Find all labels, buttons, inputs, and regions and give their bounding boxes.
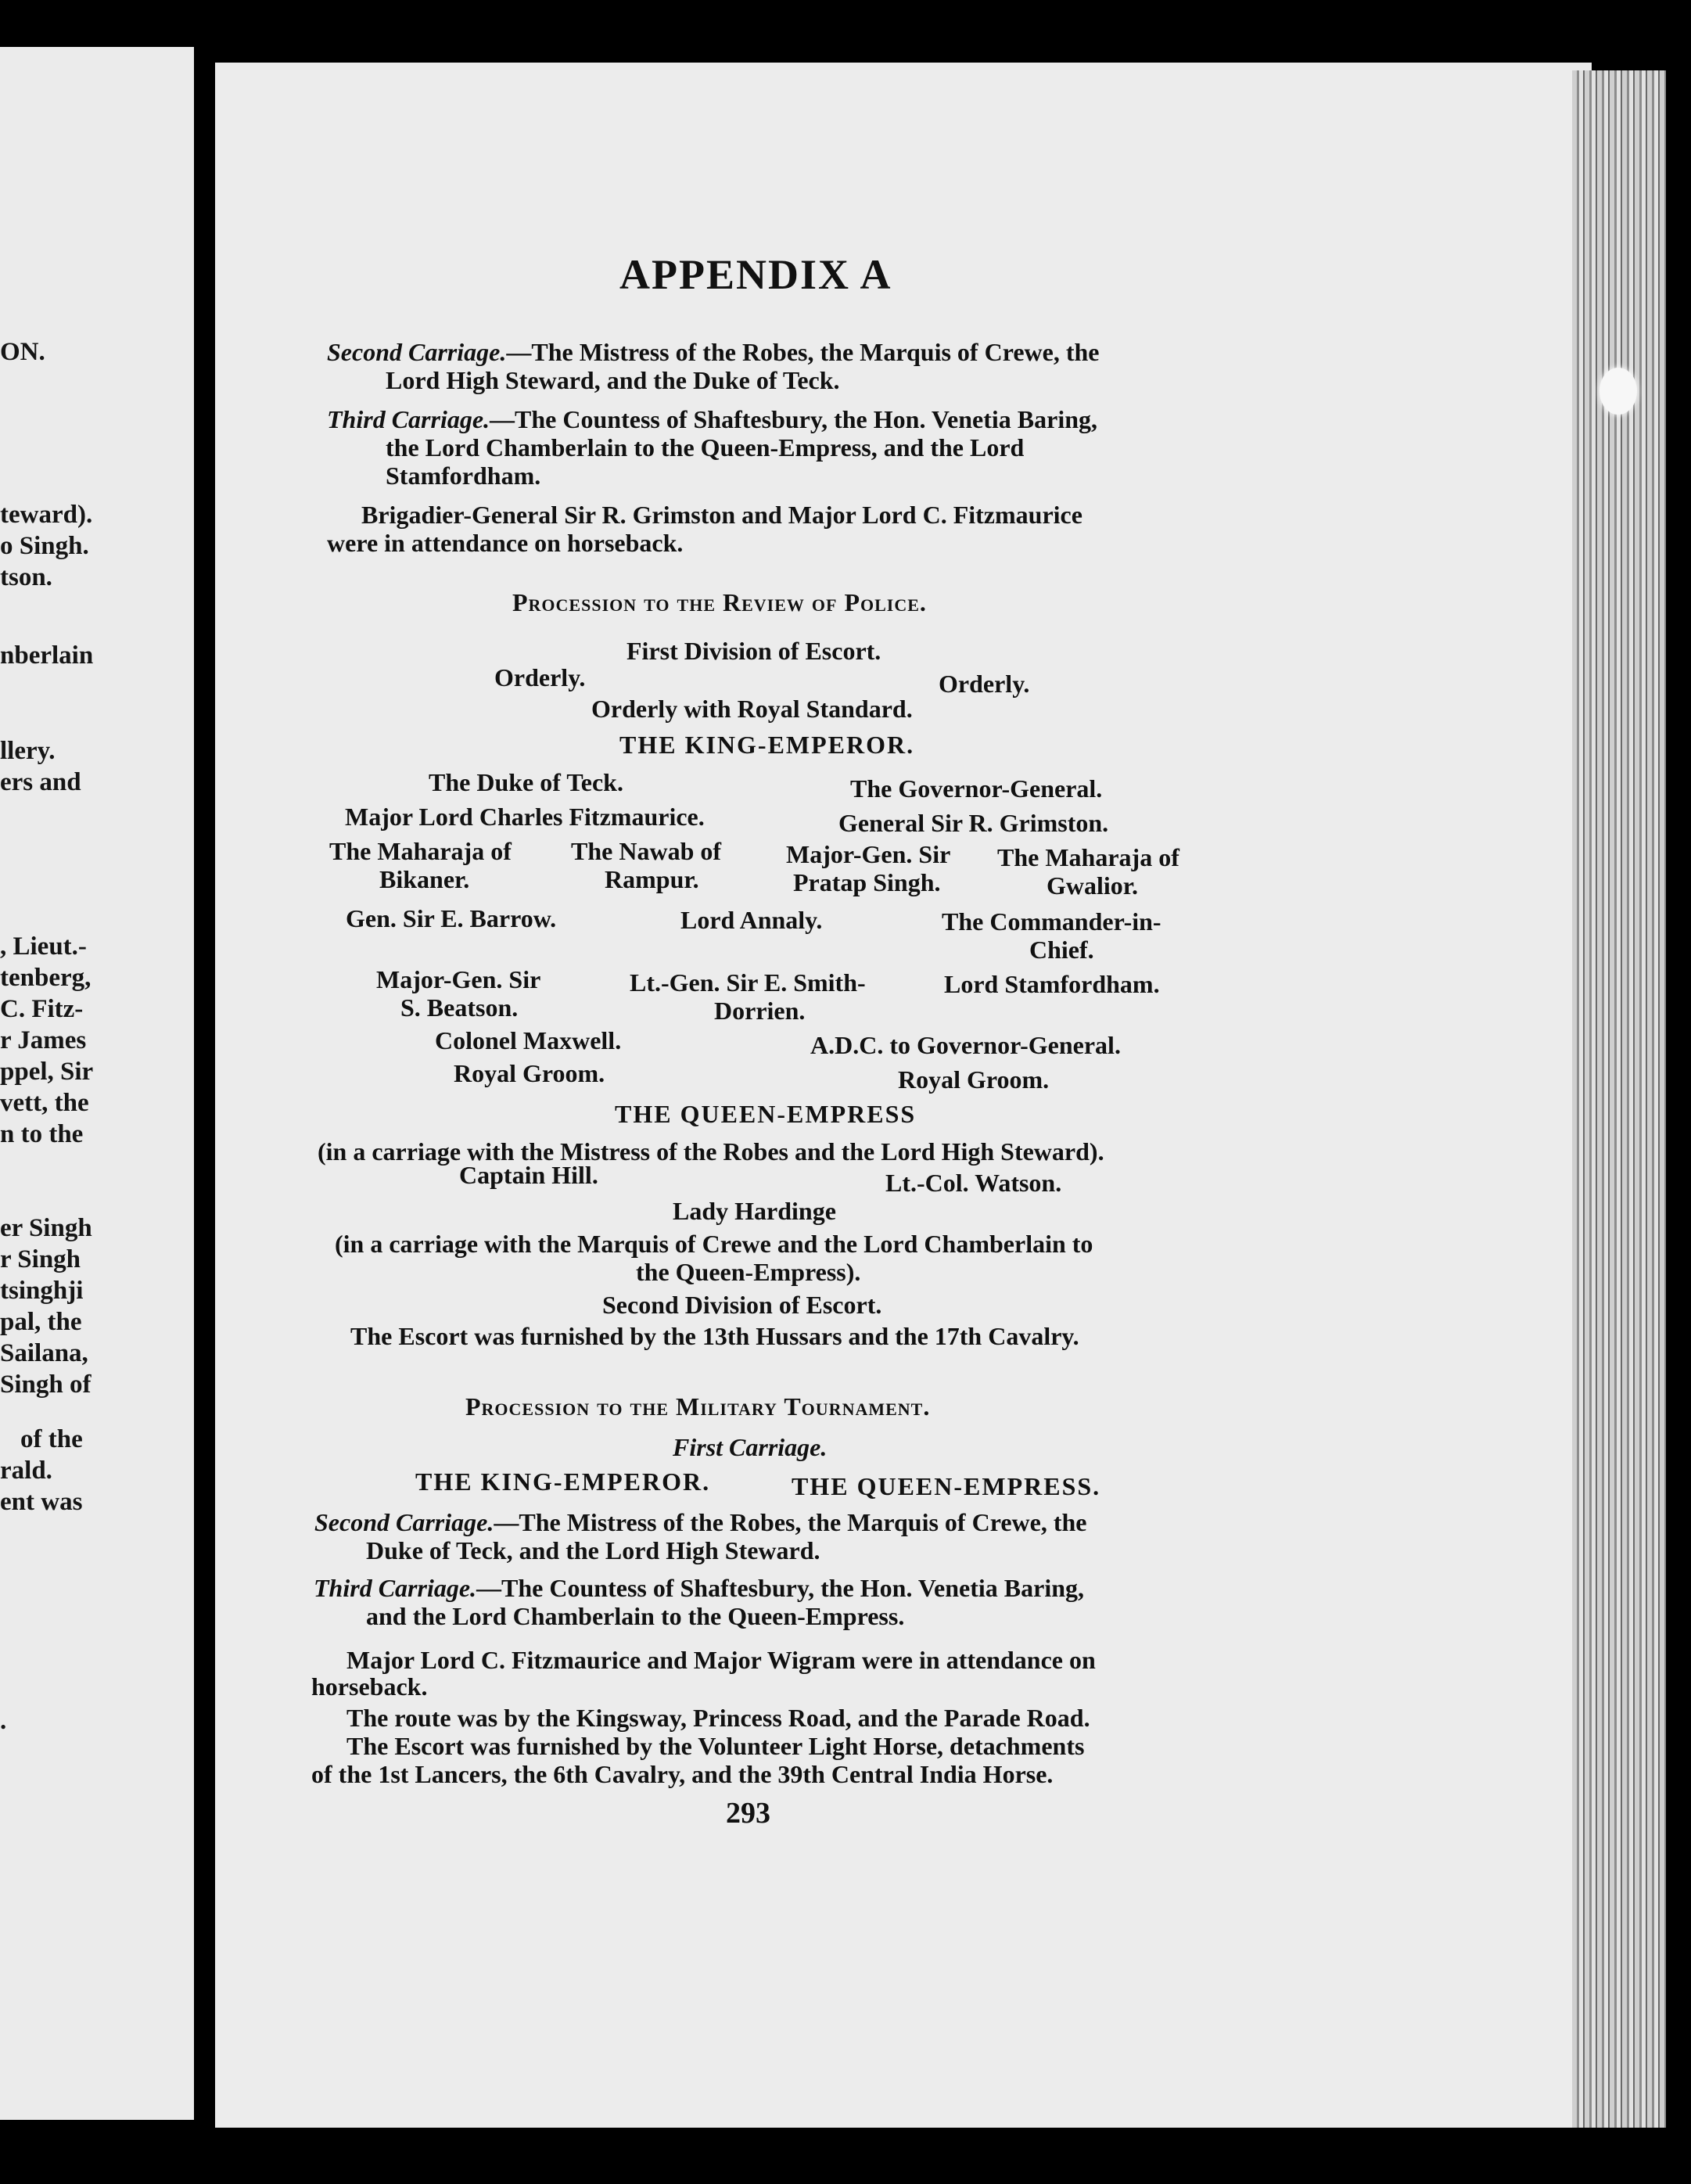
paragraph-line: Major Lord C. Fitzmaurice and Major Wigram were in attendance on <box>346 1646 1096 1674</box>
procession-line: the Queen-Empress). <box>636 1258 861 1286</box>
procession-line: Lady Hardinge <box>673 1197 836 1225</box>
paragraph-third-carriage <box>314 1574 1084 1602</box>
page-heading: APPENDIX A <box>619 251 892 298</box>
procession-line: Major Lord Charles Fitzmaurice. <box>345 803 705 831</box>
paragraph-line: and the Lord Chamberlain to the Queen-Empress. <box>366 1602 905 1630</box>
procession-line: (in a carriage with the Mistress of the Robes and the Lord High Steward). <box>318 1137 1104 1166</box>
paragraph-line: Lord High Steward, and the Duke of Teck. <box>386 366 840 394</box>
left-fragment: ent was <box>0 1488 83 1516</box>
paragraph-line: Brigadier-General Sir R. Grimston and Major Lord C. Fitzmaurice <box>361 501 1082 529</box>
left-fragment: teward). <box>0 501 93 529</box>
procession-line: The Duke of Teck. <box>429 768 623 796</box>
left-fragment: llery. <box>0 737 56 765</box>
procession-line: Lord Stamfordham. <box>944 970 1160 998</box>
label: Second Carriage. <box>327 338 507 366</box>
text: —The Countess of Shaftesbury, the Hon. Venetia Baring, <box>490 405 1098 433</box>
procession-line: Pratap Singh. <box>793 868 941 896</box>
label: Third Carriage. <box>327 405 490 433</box>
procession-line: Dorrien. <box>714 997 806 1025</box>
paragraph-line: Duke of Teck, and the Lord High Steward. <box>366 1536 820 1564</box>
text: —The Mistress of the Robes, the Marquis of Crewe, the <box>506 338 1100 366</box>
procession-line: The Maharaja of <box>997 843 1179 871</box>
procession-line: The Governor-General. <box>850 774 1103 803</box>
procession-line: Royal Groom. <box>898 1065 1050 1094</box>
left-fragment: Singh of <box>0 1370 92 1399</box>
procession-line: The Commander-in- <box>942 907 1161 936</box>
page-number: 293 <box>726 1797 770 1830</box>
procession-line: THE QUEEN-EMPRESS. <box>792 1472 1101 1500</box>
procession-line: THE QUEEN-EMPRESS <box>615 1100 917 1128</box>
text: —The Countess of Shaftesbury, the Hon. Venetia Baring, <box>476 1574 1085 1602</box>
procession-line: Gwalior. <box>1047 871 1139 900</box>
paragraph-line: horseback. <box>311 1672 428 1701</box>
left-fragment: of the <box>20 1425 83 1453</box>
text: —The Mistress of the Robes, the Marquis of Crewe, the <box>494 1508 1087 1536</box>
procession-line: Gen. Sir E. Barrow. <box>346 904 557 932</box>
left-fragment: er Singh <box>0 1214 92 1242</box>
paragraph-second-carriage <box>314 1508 1086 1536</box>
procession-line: Chief. <box>1029 936 1094 964</box>
procession-line: Lt.-Gen. Sir E. Smith- <box>630 968 866 997</box>
procession-line: Orderly. <box>939 670 1030 698</box>
procession-line: A.D.C. to Governor-General. <box>810 1031 1121 1059</box>
left-fragment: C. Fitz- <box>0 995 84 1023</box>
paragraph-line: The route was by the Kingsway, Princess Road, and the Parade Road. <box>346 1704 1090 1732</box>
paragraph-line: Stamfordham. <box>386 462 541 490</box>
label: Second Carriage. <box>314 1508 494 1536</box>
procession-line: General Sir R. Grimston. <box>838 809 1109 837</box>
procession-line: Bikaner. <box>379 865 470 893</box>
procession-line: First Division of Escort. <box>626 637 881 665</box>
page-edge-highlight <box>1599 368 1637 415</box>
left-fragment: o Singh. <box>0 532 89 560</box>
left-fragment: ON. <box>0 338 45 366</box>
left-fragment: r Singh <box>0 1245 81 1273</box>
left-fragment: tenberg, <box>0 964 92 992</box>
left-fragment: vett, the <box>0 1089 89 1117</box>
procession-line: Rampur. <box>605 865 699 893</box>
paragraph-third-carriage <box>327 405 1097 433</box>
procession-line: The Escort was furnished by the 13th Hussars and the 17th Cavalry. <box>350 1322 1079 1350</box>
procession-line: Major-Gen. Sir <box>376 965 541 993</box>
paragraph-second-carriage <box>327 338 1099 366</box>
procession-line: THE KING-EMPEROR. <box>619 731 915 759</box>
left-fragment: . <box>0 1707 7 1735</box>
procession-line: Colonel Maxwell. <box>435 1026 622 1054</box>
left-fragment: , Lieut.- <box>0 932 87 961</box>
procession-line: Lord Annaly. <box>680 906 823 934</box>
left-fragment: ers and <box>0 768 81 796</box>
procession-line: Royal Groom. <box>454 1059 605 1087</box>
procession-line: Captain Hill. <box>459 1161 598 1189</box>
procession-line: Major-Gen. Sir <box>786 840 951 868</box>
procession-line: S. Beatson. <box>400 993 519 1022</box>
section-heading-review: Procession to the Review of Police. <box>512 588 927 616</box>
procession-line: First Carriage. <box>673 1433 828 1461</box>
procession-line: (in a carriage with the Marquis of Crewe and the Lord Chamberlain to <box>335 1230 1093 1258</box>
paragraph-line: the Lord Chamberlain to the Queen-Empress, and the Lord <box>386 433 1025 462</box>
label: Third Carriage. <box>314 1574 477 1602</box>
left-fragment: tsinghji <box>0 1277 84 1305</box>
procession-line: Lt.-Col. Watson. <box>885 1169 1062 1197</box>
procession-line: Orderly. <box>494 663 586 691</box>
paragraph-line: of the 1st Lancers, the 6th Cavalry, and the 39th Central India Horse. <box>311 1760 1054 1788</box>
procession-line: Orderly with Royal Standard. <box>591 695 913 723</box>
procession-line: The Maharaja of <box>329 837 512 865</box>
left-page <box>0 47 194 2120</box>
left-fragment: rald. <box>0 1457 52 1485</box>
paragraph-line: The Escort was furnished by the Volunteer Light Horse, detachments <box>346 1732 1085 1760</box>
left-fragment: Sailana, <box>0 1339 88 1367</box>
procession-line: THE KING-EMPEROR. <box>415 1467 711 1496</box>
gutter <box>203 70 211 2120</box>
left-fragment: ppel, Sir <box>0 1058 94 1086</box>
left-fragment: pal, the <box>0 1308 82 1336</box>
left-fragment: n to the <box>0 1120 84 1148</box>
procession-line: Second Division of Escort. <box>602 1291 882 1319</box>
procession-line: The Nawab of <box>571 837 722 865</box>
left-fragment: tson. <box>0 563 52 591</box>
paragraph-line: were in attendance on horseback. <box>327 529 684 557</box>
left-fragment: r James <box>0 1026 87 1054</box>
section-heading-tournament: Procession to the Military Tournament. <box>465 1392 931 1421</box>
left-fragment: nberlain <box>0 641 94 670</box>
